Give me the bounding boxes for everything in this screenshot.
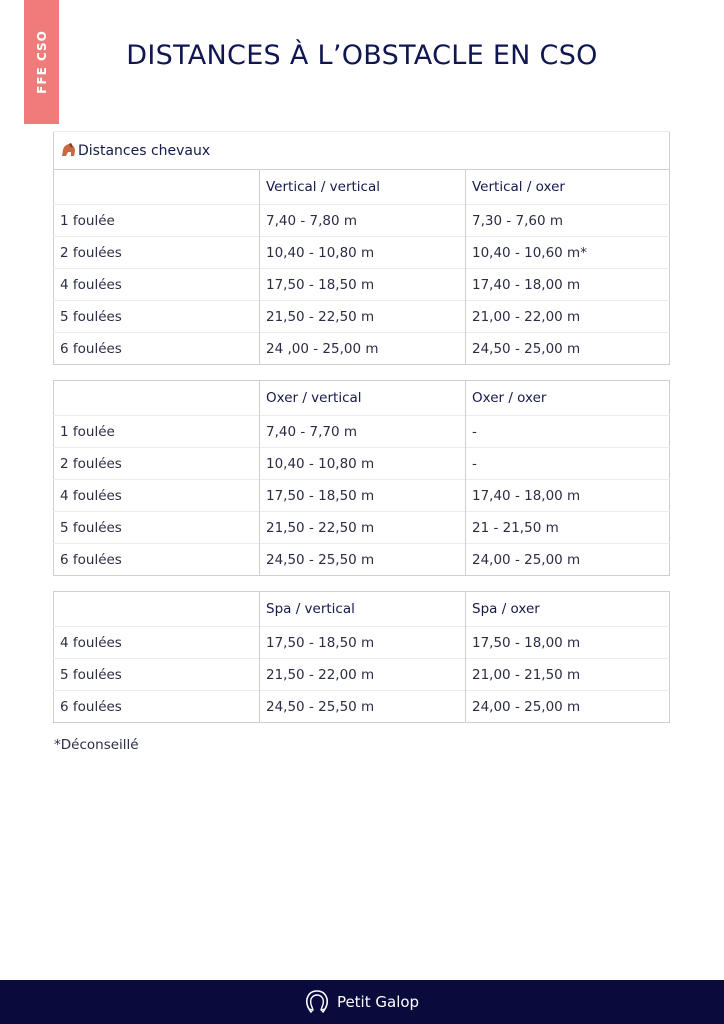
distance-cell: 24,00 - 25,00 m — [466, 691, 670, 723]
distance-cell: 24 ,00 - 25,00 m — [260, 333, 466, 365]
table-header-row — [54, 592, 670, 627]
distance-cell: 7,30 - 7,60 m — [466, 205, 670, 237]
table-row — [54, 333, 670, 365]
table-row — [54, 627, 670, 659]
table-row — [54, 691, 670, 723]
table-row — [54, 416, 670, 448]
distance-cell: 17,50 - 18,00 m — [466, 627, 670, 659]
distance-cell: 24,50 - 25,00 m — [466, 333, 670, 365]
distance-cell: 17,40 - 18,00 m — [466, 269, 670, 301]
strides-cell: 4 foulées — [54, 480, 260, 512]
distance-cell: 17,40 - 18,00 m — [466, 480, 670, 512]
strides-cell: 2 foulées — [54, 237, 260, 269]
distance-cell: 21,00 - 22,00 m — [466, 301, 670, 333]
page-title: DISTANCES À L’OBSTACLE EN CSO — [126, 40, 598, 71]
strides-cell: 1 foulée — [54, 416, 260, 448]
table-caption-text: Distances chevaux — [78, 143, 211, 159]
distance-cell: 21,50 - 22,50 m — [260, 512, 466, 544]
header-cell — [54, 170, 260, 205]
table-row — [54, 659, 670, 691]
footnote: *Déconseillé — [54, 737, 139, 753]
table-row — [54, 480, 670, 512]
footer — [0, 980, 724, 1024]
distance-cell: 7,40 - 7,80 m — [260, 205, 466, 237]
distance-cell: 10,40 - 10,60 m* — [466, 237, 670, 269]
table-row — [54, 448, 670, 480]
distance-cell: 21,50 - 22,00 m — [260, 659, 466, 691]
header-cell — [54, 381, 260, 416]
header-cell: Spa / vertical — [260, 592, 466, 627]
table-caption — [54, 132, 670, 170]
table-caption-row — [54, 132, 670, 170]
distance-cell: 21 - 21,50 m — [466, 512, 670, 544]
strides-cell: 5 foulées — [54, 659, 260, 691]
distance-cell: 24,00 - 25,00 m — [466, 544, 670, 576]
distance-cell: 17,50 - 18,50 m — [260, 269, 466, 301]
header-cell: Vertical / vertical — [260, 170, 466, 205]
strides-cell: 4 foulées — [54, 627, 260, 659]
table-header-row — [54, 381, 670, 416]
side-tab-label: FFE CSO — [34, 30, 49, 94]
distance-cell: 24,50 - 25,50 m — [260, 691, 466, 723]
strides-cell: 1 foulée — [54, 205, 260, 237]
table-row — [54, 544, 670, 576]
table-row — [54, 269, 670, 301]
header-cell: Spa / oxer — [466, 592, 670, 627]
distances-table-vertical — [53, 131, 670, 365]
table-row — [54, 301, 670, 333]
strides-cell: 5 foulées — [54, 512, 260, 544]
distances-table-spa — [53, 591, 670, 723]
strides-cell: 5 foulées — [54, 301, 260, 333]
distance-cell: 10,40 - 10,80 m — [260, 448, 466, 480]
table-row — [54, 205, 670, 237]
distance-cell: 17,50 - 18,50 m — [260, 627, 466, 659]
distance-cell: 24,50 - 25,50 m — [260, 544, 466, 576]
distance-cell: 21,50 - 22,50 m — [260, 301, 466, 333]
header-cell — [54, 592, 260, 627]
strides-cell: 2 foulées — [54, 448, 260, 480]
header-cell: Vertical / oxer — [466, 170, 670, 205]
brand-name: Petit Galop — [336, 993, 420, 1011]
table-row — [54, 512, 670, 544]
strides-cell: 6 foulées — [54, 544, 260, 576]
horse-head-icon — [60, 142, 76, 157]
strides-cell: 6 foulées — [54, 333, 260, 365]
distances-table-oxer — [53, 380, 670, 576]
header-cell: Oxer / vertical — [260, 381, 466, 416]
table-row — [54, 237, 670, 269]
distance-cell: 10,40 - 10,80 m — [260, 237, 466, 269]
distance-cell: 21,00 - 21,50 m — [466, 659, 670, 691]
distance-cell: - — [466, 416, 670, 448]
distance-cell: 17,50 - 18,50 m — [260, 480, 466, 512]
table-header-row — [54, 170, 670, 205]
distance-cell: - — [466, 448, 670, 480]
horseshoe-icon — [305, 989, 329, 1015]
strides-cell: 6 foulées — [54, 691, 260, 723]
strides-cell: 4 foulées — [54, 269, 260, 301]
header-cell: Oxer / oxer — [466, 381, 670, 416]
distance-cell: 7,40 - 7,70 m — [260, 416, 466, 448]
